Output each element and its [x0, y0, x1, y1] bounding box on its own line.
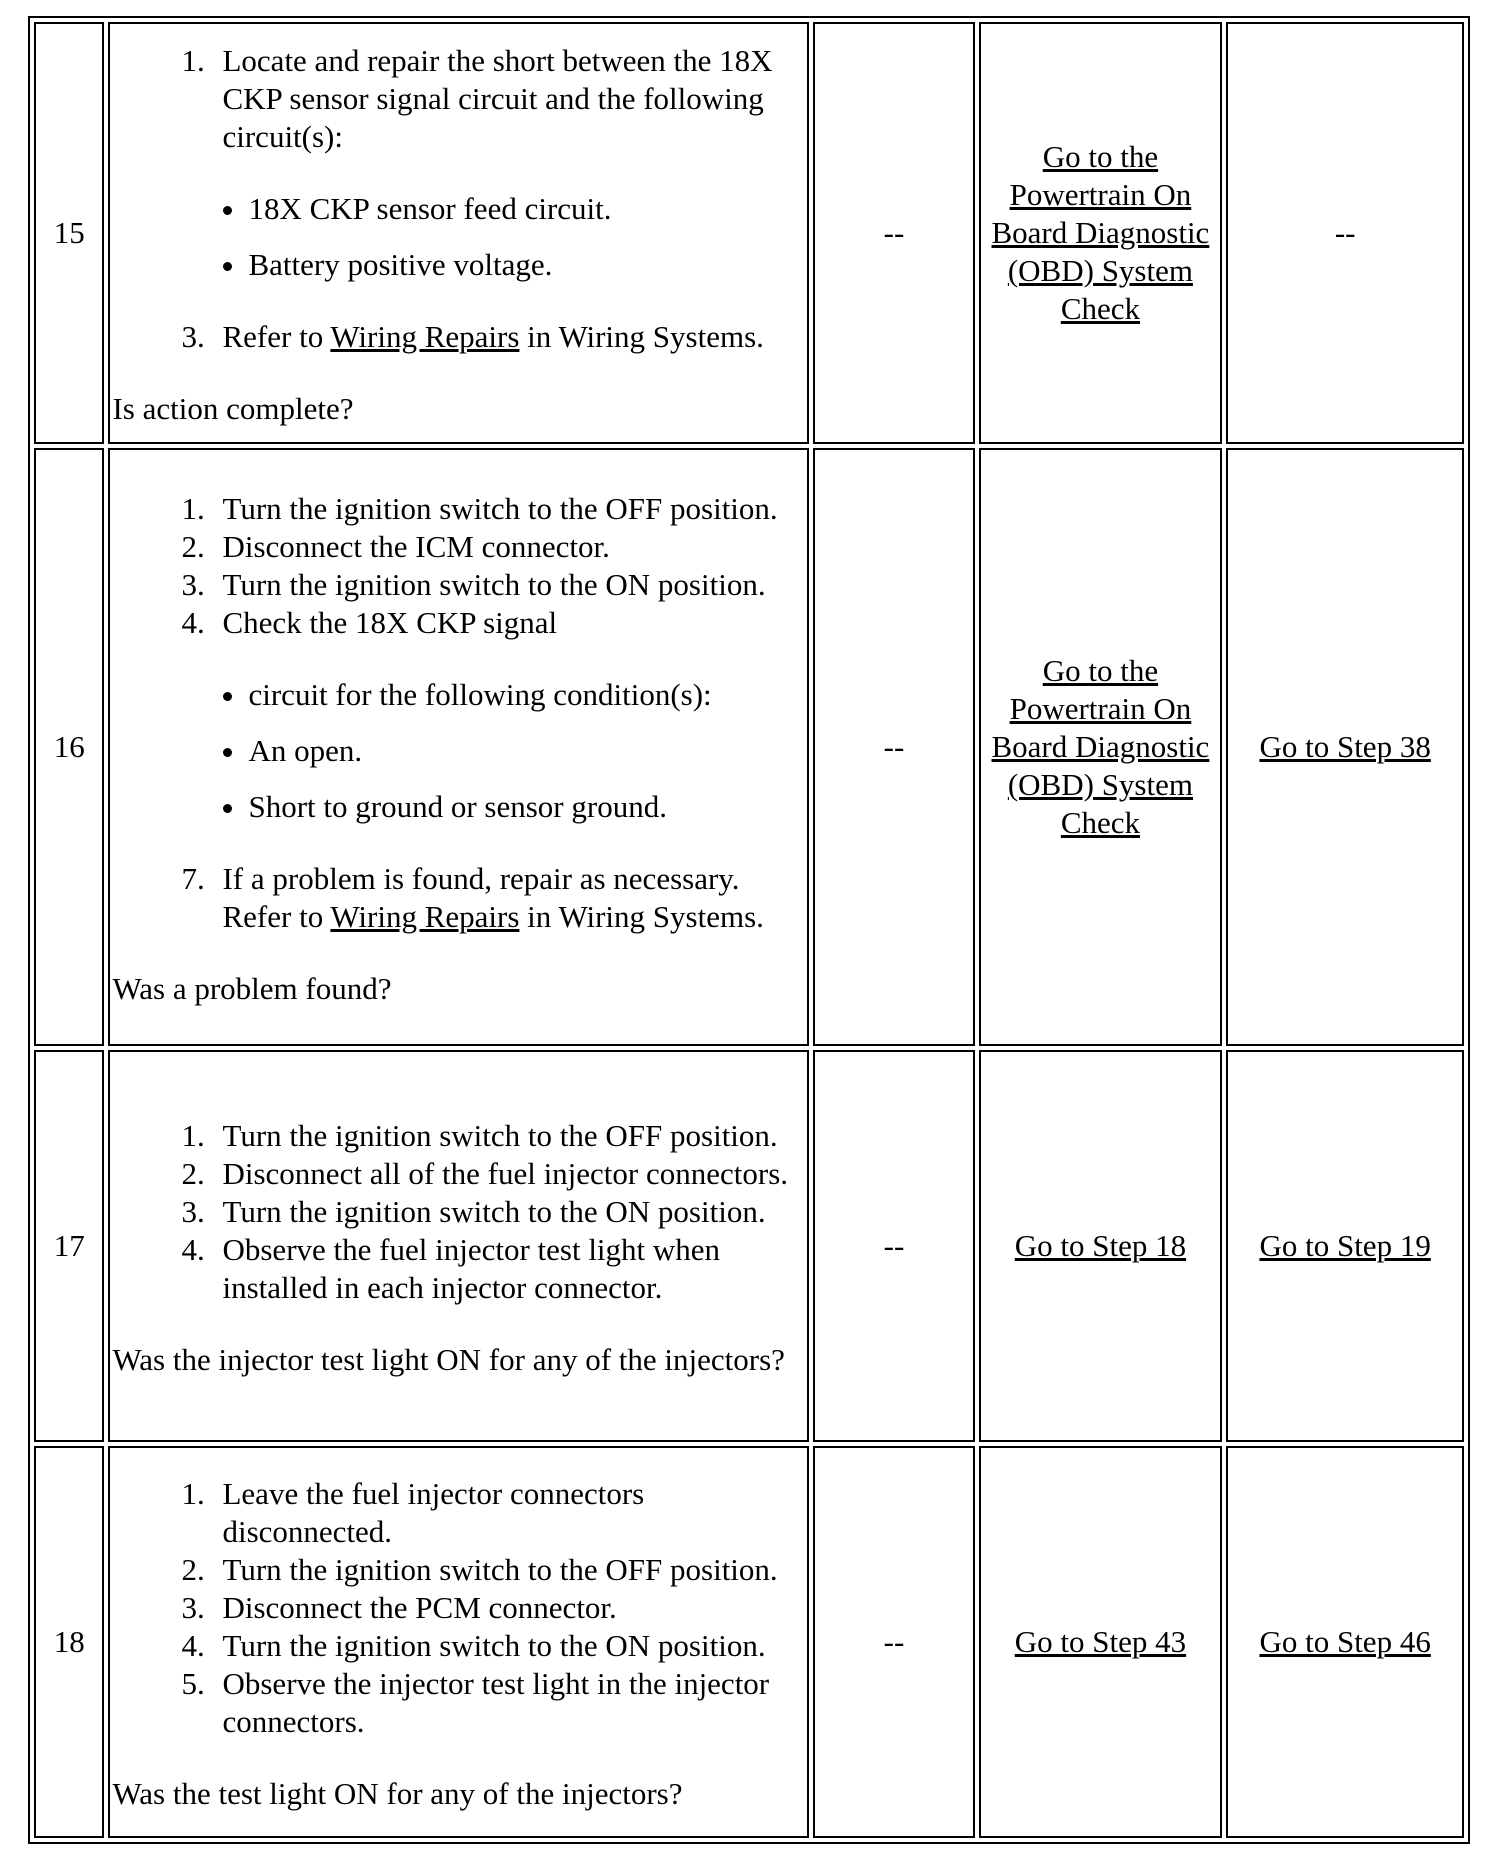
action-list — [112, 42, 805, 156]
go-to-step-38-link[interactable]: Go to Step 38 — [1259, 729, 1431, 764]
list-item: 3. Disconnect the PCM connector. — [212, 1589, 805, 1627]
list-item: 4. Observe the fuel injector test light when installed in each injector connector. — [212, 1231, 805, 1307]
list-item: 3. Turn the ignition switch to the ON position. — [212, 1193, 805, 1231]
go-to-step-18-link[interactable]: Go to Step 18 — [1014, 1228, 1187, 1263]
action-list — [112, 860, 805, 936]
value-cell: -- — [813, 1446, 974, 1838]
table-row — [34, 1050, 1464, 1442]
list-item: • An open. — [248, 732, 805, 770]
action-cell — [108, 448, 809, 1046]
no-cell — [1226, 448, 1464, 1046]
list-item: • circuit for the following condition(s): — [248, 676, 805, 714]
action-cell — [108, 1050, 809, 1442]
question-text: Is action complete? — [112, 391, 354, 426]
list-item: 4. Turn the ignition switch to the ON position. — [212, 1627, 805, 1665]
table-row — [34, 448, 1464, 1046]
list-item: 1. Turn the ignition switch to the OFF position. — [212, 490, 805, 528]
list-item: 3. Turn the ignition switch to the ON position. — [212, 566, 805, 604]
question-text: Was the injector test light ON for any of the injectors? — [112, 1342, 785, 1377]
question-text: Was the test light ON for any of the injectors? — [112, 1776, 683, 1811]
yes-cell — [979, 1050, 1223, 1442]
list-item: • Short to ground or sensor ground. — [248, 788, 805, 826]
action-list — [112, 1117, 805, 1307]
go-to-step-46-link[interactable]: Go to Step 46 — [1259, 1624, 1431, 1659]
value-cell: -- — [813, 22, 974, 444]
action-list — [112, 318, 805, 356]
list-item: 4. Check the 18X CKP signal — [212, 604, 805, 642]
condition-list — [112, 676, 805, 826]
no-cell: -- — [1226, 22, 1464, 444]
table-row — [34, 22, 1464, 444]
list-item: • Battery positive voltage. — [248, 246, 805, 284]
list-item: 1. Leave the fuel injector connectors disconnected. — [212, 1475, 805, 1551]
no-cell — [1226, 1446, 1464, 1838]
yes-cell — [979, 22, 1223, 444]
wiring-repairs-link[interactable]: Wiring Repairs — [330, 899, 520, 934]
action-list — [112, 1475, 805, 1741]
value-cell: -- — [813, 1050, 974, 1442]
list-item: 5. Observe the injector test light in the injector connectors. — [212, 1665, 805, 1741]
action-list — [112, 490, 805, 642]
obd-system-check-link[interactable]: Go to the Powertrain On Board Diagnostic (OBD) System Check — [991, 653, 1210, 840]
list-item: • 18X CKP sensor feed circuit. — [248, 190, 805, 228]
diagnostic-table-page — [28, 16, 1470, 1844]
item-text: Refer to — [222, 319, 331, 354]
list-item: 1. Turn the ignition switch to the OFF position. — [212, 1117, 805, 1155]
item-text: in Wiring Systems. — [519, 899, 764, 934]
list-item — [212, 860, 805, 936]
go-to-step-19-link[interactable]: Go to Step 19 — [1259, 1228, 1431, 1263]
list-item: 2. Disconnect the ICM connector. — [212, 528, 805, 566]
value-cell: -- — [813, 448, 974, 1046]
list-item: 2. Disconnect all of the fuel injector connectors. — [212, 1155, 805, 1193]
yes-cell — [979, 1446, 1223, 1838]
step-number: 16 — [34, 448, 104, 1046]
no-cell — [1226, 1050, 1464, 1442]
item-text: in Wiring Systems. — [519, 319, 764, 354]
step-number: 15 — [34, 22, 104, 444]
action-cell — [108, 1446, 809, 1838]
obd-system-check-link[interactable]: Go to the Powertrain On Board Diagnostic (OBD) System Check — [991, 139, 1210, 326]
go-to-step-43-link[interactable]: Go to Step 43 — [1014, 1624, 1187, 1659]
step-number: 17 — [34, 1050, 104, 1442]
wiring-repairs-link[interactable]: Wiring Repairs — [330, 319, 520, 354]
list-item: 1. Locate and repair the short between the 18X CKP sensor signal circuit and the following circuit(s): — [212, 42, 805, 156]
yes-cell — [979, 448, 1223, 1046]
table-row — [34, 1446, 1464, 1838]
item-text: If a problem is found, repair as necessary. Refer to — [222, 861, 740, 934]
question-text: Was a problem found? — [112, 971, 392, 1006]
list-item: 2. Turn the ignition switch to the OFF position. — [212, 1551, 805, 1589]
diagnostic-table — [28, 16, 1470, 1844]
condition-list — [112, 190, 805, 284]
step-number: 18 — [34, 1446, 104, 1838]
list-item — [212, 318, 805, 356]
action-cell — [108, 22, 809, 444]
